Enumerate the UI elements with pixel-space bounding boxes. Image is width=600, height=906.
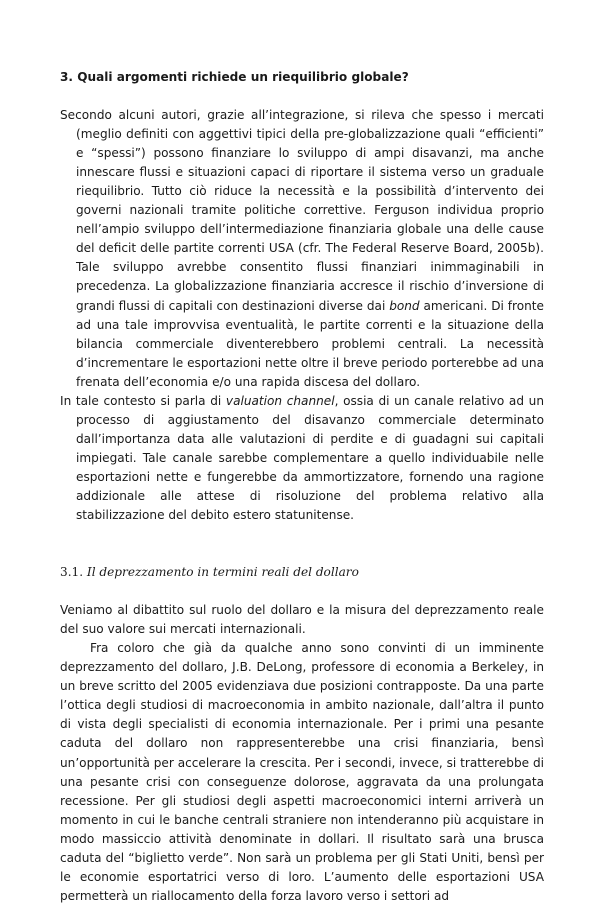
subsection-paragraph-1: Veniamo al dibattito sul ruolo del dollaro e la misura del deprezzamento reale del suo valore sui mercati internazionali. xyxy=(60,603,544,637)
paragraph-text: Secondo alcuni autori, grazie all’integrazione, si rileva che spesso i mercati (meglio definiti con aggettivi tipici della pre-globalizzazione quali “efficienti” e “spessi”) possono finanziare lo sviluppo di ampi disavanzi, ma anche innescare flussi e situazioni capaci di riportare il sistema verso un graduale riequilibrio. Tutto ciò riduce la necessità e la possibilità d’intervento dei governi nazionali tramite politiche correttive. Ferguson individua proprio nell’ampio sviluppo dell’intermediazione finanziaria globale una delle cause del deficit delle partite correnti USA (cfr. The Federal Reserve Board, 2005b). Tale sviluppo avrebbe consentito flussi finanziari inimmaginabili in precedenza. La globalizzazione finanziaria accresce il rischio d’inversione di grandi flussi di capitali con destinazioni diverse dai xyxy=(60,108,544,313)
paragraph-emphasis: valuation channel xyxy=(225,393,335,408)
subsection-paragraph-2: Fra coloro che già da qualche anno sono convinti di un imminente deprezzamento del dollaro, J.B. DeLong, professore di economia a Berkeley, in un breve scritto del 2005 evidenziava due posizioni contrapposte. Da una parte l’ottica degli studiosi di macroeconomia in ambito nazionale, dall’altra il punto di vista degli specialisti di economia internazionale. Per i primi una pesante caduta del dollaro non rappresenterebbe una crisi finanziaria, bensì un’opportunità per accelerare la crescita. Per i secondi, invece, si tratterebbe di una pesante crisi con conseguenze dolorose, aggravata da una prolungata recessione. Per gli studiosi degli aspetti macroeconomici interni arriverà un momento in cui le banche centrali straniere non intenderanno più acquistare in modo massiccio attività denominate in dollari. Il risultato sarà una brusca caduta del “biglietto verde”. Non sarà un problema per gli Stati Uniti, bensì per le economie esportatrici verso di loro. L’aumento delle esportazioni USA permetterà un riallocamento della forza lavoro verso i settori ad xyxy=(60,641,544,903)
subsection-number: 3.1. xyxy=(60,565,87,580)
section-heading: 3. Quali argomenti richiede un riequilibrio globale? xyxy=(60,70,409,84)
paragraph-text: americani. Di fronte ad una tale improvvisa eventualità, le partite correnti e la situazione della bilancia commerciale diventerebbero problemi centrali. La necessità d’incrementare le esportazioni nette oltre il breve periodo porterebbe ad una frenata dell’economia e/o una rapida discesa del dollaro. xyxy=(76,298,544,389)
subsection-heading xyxy=(60,563,544,582)
paragraph-emphasis: bond xyxy=(389,298,420,313)
section-paragraph-2 xyxy=(60,392,544,525)
paragraph-text: In tale contesto si parla di xyxy=(60,393,226,408)
subsection-title: Il deprezzamento in termini reali del dollaro xyxy=(86,565,359,580)
section-paragraph-1 xyxy=(60,106,544,392)
document-page xyxy=(60,68,544,906)
paragraph-text: , ossia di un canale relativo ad un processo di aggiustamento del disavanzo commerciale determinato dall’importanza data alle valutazioni di perdite e di guadagni sui capitali impiegati. Tale canale sarebbe complementare a quello individuabile nelle esportazioni nette e fungerebbe da ammortizzatore, fornendo una ragione addizionale alle attese di risoluzione del problema relativo alla stabilizzazione del debito estero statunitense. xyxy=(76,393,544,523)
